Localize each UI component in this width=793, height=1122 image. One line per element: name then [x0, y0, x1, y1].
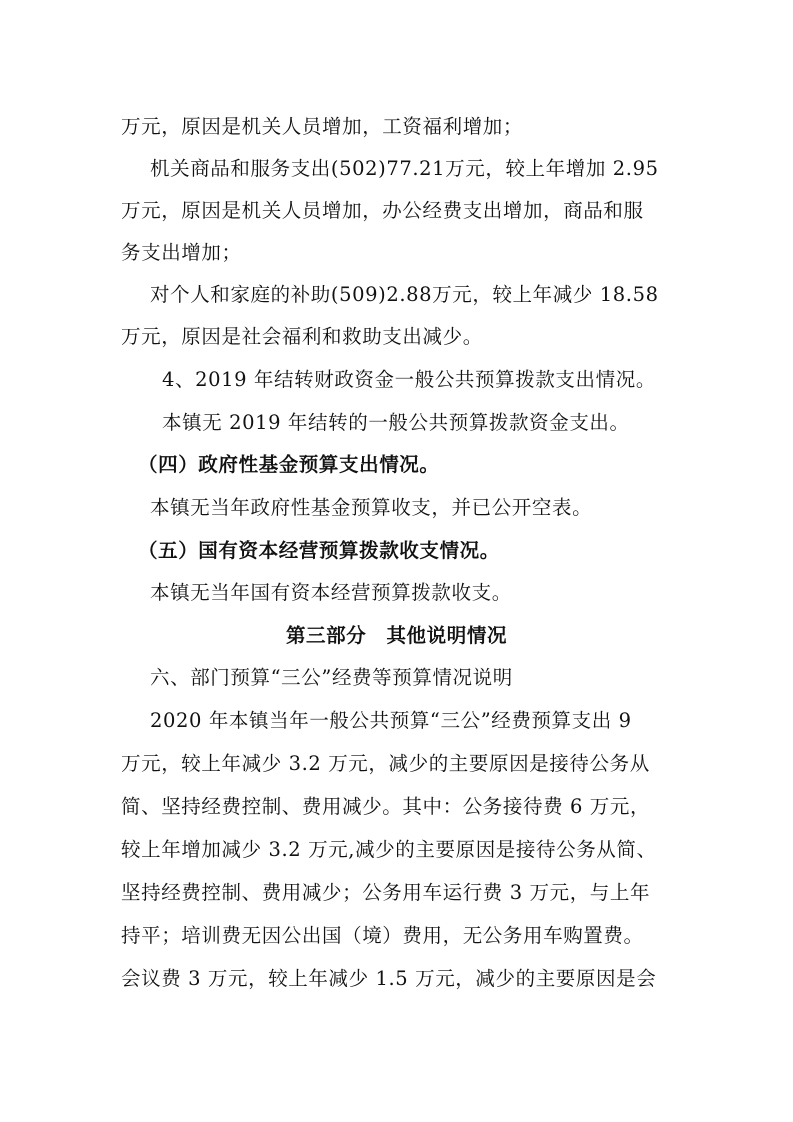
text-line: 对个人和家庭的补助(509)2.88万元，较上年减少 18.58	[150, 283, 659, 306]
text-line: 持平；培训费无因公出国（境）费用，无公务用车购置费。	[121, 924, 644, 947]
text-line: 坚持经费控制、费用减少；公务用车运行费 3 万元，与上年	[121, 881, 651, 904]
text-line: 简、坚持经费控制、费用减少。其中：公务接待费 6 万元，	[121, 795, 651, 818]
text-line: 万元，较上年减少 3.2 万元，减少的主要原因是接待公务从	[121, 752, 650, 775]
text-line: 机关商品和服务支出(502)77.21万元，较上年增加 2.95	[150, 157, 659, 180]
text-line: 本镇无 2019 年结转的一般公共预算拨款资金支出。	[162, 411, 630, 434]
part-title: 第三部分 其他说明情况	[285, 624, 508, 647]
text-line: 4、2019 年结转财政资金一般公共预算拨款支出情况。	[162, 368, 656, 391]
text-line: 万元，原因是机关人员增加，工资福利增加；	[121, 115, 524, 138]
subsection-heading: 六、部门预算“三公”经费等预算情况说明	[150, 666, 513, 689]
text-line: 务支出增加；	[121, 241, 242, 264]
text-line: 万元，原因是社会福利和救助支出减少。	[121, 325, 483, 348]
text-line: 2020 年本镇当年一般公共预算“三公”经费预算支出 9	[150, 709, 632, 732]
section-heading: （四）政府性基金预算支出情况。	[138, 453, 440, 476]
text-line: 较上年增加减少 3.2 万元,减少的主要原因是接待公务从简、	[121, 838, 657, 861]
text-line: 本镇无当年国有资本经营预算拨款收支。	[150, 581, 512, 604]
text-line: 本镇无当年政府性基金预算收支，并已公开空表。	[150, 496, 593, 519]
section-heading: （五）国有资本经营预算拨款收支情况。	[138, 539, 500, 562]
text-line: 万元，原因是机关人员增加，办公经费支出增加，商品和服	[121, 199, 644, 222]
text-line: 会议费 3 万元，较上年减少 1.5 万元，减少的主要原因是会	[121, 967, 657, 990]
